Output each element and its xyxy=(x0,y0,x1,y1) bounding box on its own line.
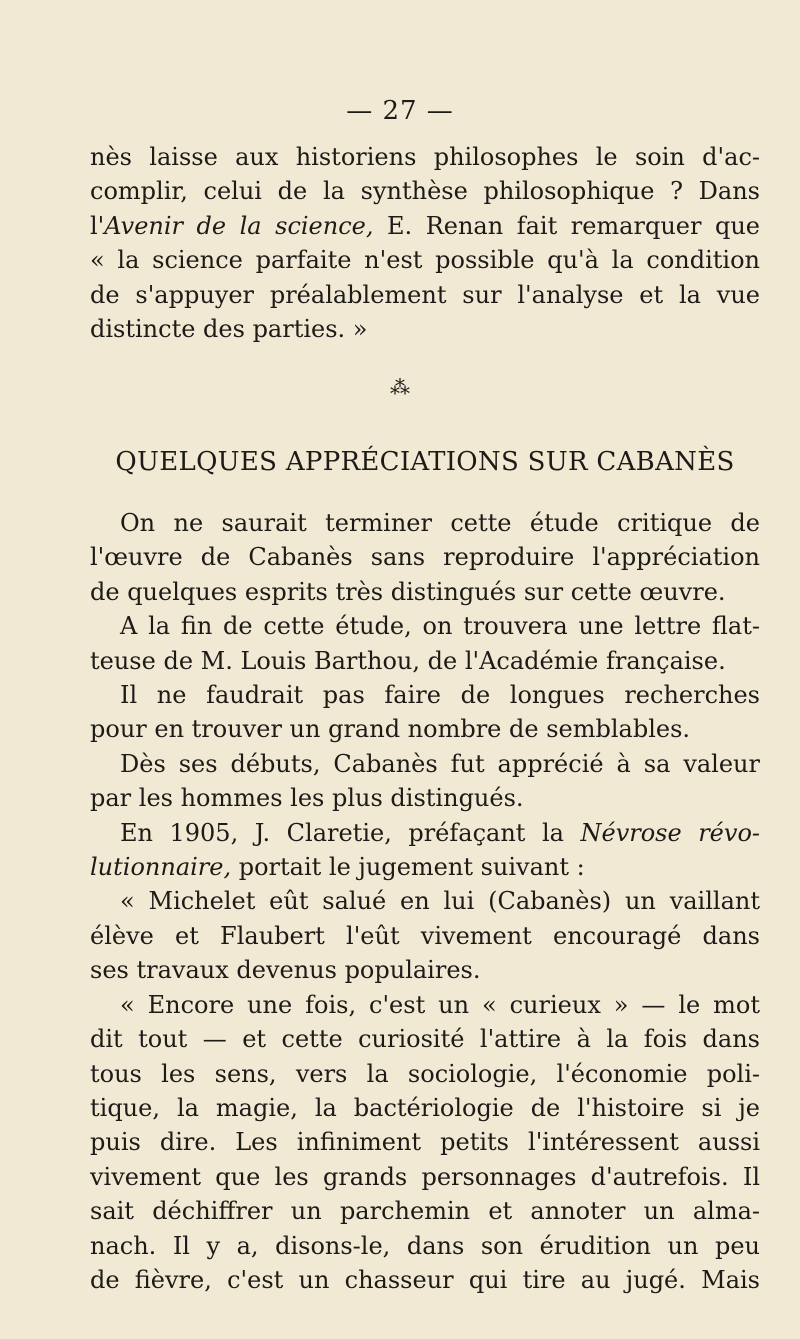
text-line: tous les sens, vers la sociologie, l'économie poli- xyxy=(90,1059,760,1088)
section-body xyxy=(90,506,760,1297)
section-separator-asterism: ⁂ xyxy=(390,375,410,399)
text-line: lutionnaire, portait le jugement suivant : xyxy=(90,853,585,882)
text-line: « la science parfaite n'est possible qu'à la condition xyxy=(90,246,760,275)
italic-title: Avenir de la science, xyxy=(104,211,374,240)
text-line: pour en trouver un grand nombre de semblables. xyxy=(90,715,691,744)
text-line: complir, celui de la synthèse philosophique ? Dans xyxy=(90,177,760,206)
text-line: teuse de M. Louis Barthou, de l'Académie française. xyxy=(90,646,726,675)
text-line: « Encore une fois, c'est un « curieux » — le mot xyxy=(120,990,760,1019)
text-line: de quelques esprits très distingués sur cette œuvre. xyxy=(90,577,726,606)
text-line: vivement que les grands personnages d'autrefois. Il xyxy=(90,1162,760,1191)
text-line: l'Avenir de la science, E. Renan fait remarquer que xyxy=(90,211,760,240)
text-line: Il ne faudrait pas faire de longues recherches xyxy=(120,681,760,710)
text-line: puis dire. Les infiniment petits l'intéressent aussi xyxy=(90,1128,760,1157)
text-line: distincte des parties. » xyxy=(90,315,368,344)
intro-paragraph xyxy=(90,140,760,346)
text-line: On ne saurait terminer cette étude critique de xyxy=(120,509,760,537)
text-line: ses travaux devenus populaires. xyxy=(90,956,481,985)
page-number: — 27 — xyxy=(346,96,454,126)
text-line: de s'appuyer préalablement sur l'analyse et la vue xyxy=(90,280,760,309)
text-line: nès laisse aux historiens philosophes le soin d'ac- xyxy=(90,143,760,171)
italic-title: Névrose révo- xyxy=(580,818,761,847)
text-line: En 1905, J. Claretie, préfaçant la Névrose révo- xyxy=(120,818,761,847)
text-line: par les hommes les plus distingués. xyxy=(90,784,524,813)
text-line: « Michelet eût salué en lui (Cabanès) un vaillant xyxy=(120,887,760,916)
text-line: dit tout — et cette curiosité l'attire à la fois dans xyxy=(90,1025,760,1054)
italic-title: lutionnaire, xyxy=(90,853,232,882)
text-line: élève et Flaubert l'eût vivement encouragé dans xyxy=(90,921,760,950)
text-line: sait déchiffrer un parchemin et annoter un alma- xyxy=(90,1197,760,1226)
text-line: l'œuvre de Cabanès sans reproduire l'appréciation xyxy=(90,543,760,572)
text-line: nach. Il y a, disons-le, dans son érudition un peu xyxy=(90,1231,760,1260)
text-line: Dès ses débuts, Cabanès fut apprécié à sa valeur xyxy=(120,749,760,778)
text-line: de fièvre, c'est un chasseur qui tire au jugé. Mais xyxy=(90,1265,760,1294)
text-line: A la fin de cette étude, on trouvera une lettre flat- xyxy=(120,612,760,641)
section-heading: QUELQUES APPRÉCIATIONS SUR CABANÈS xyxy=(115,447,735,477)
text-line: tique, la magie, la bactériologie de l'histoire si je xyxy=(90,1093,760,1122)
